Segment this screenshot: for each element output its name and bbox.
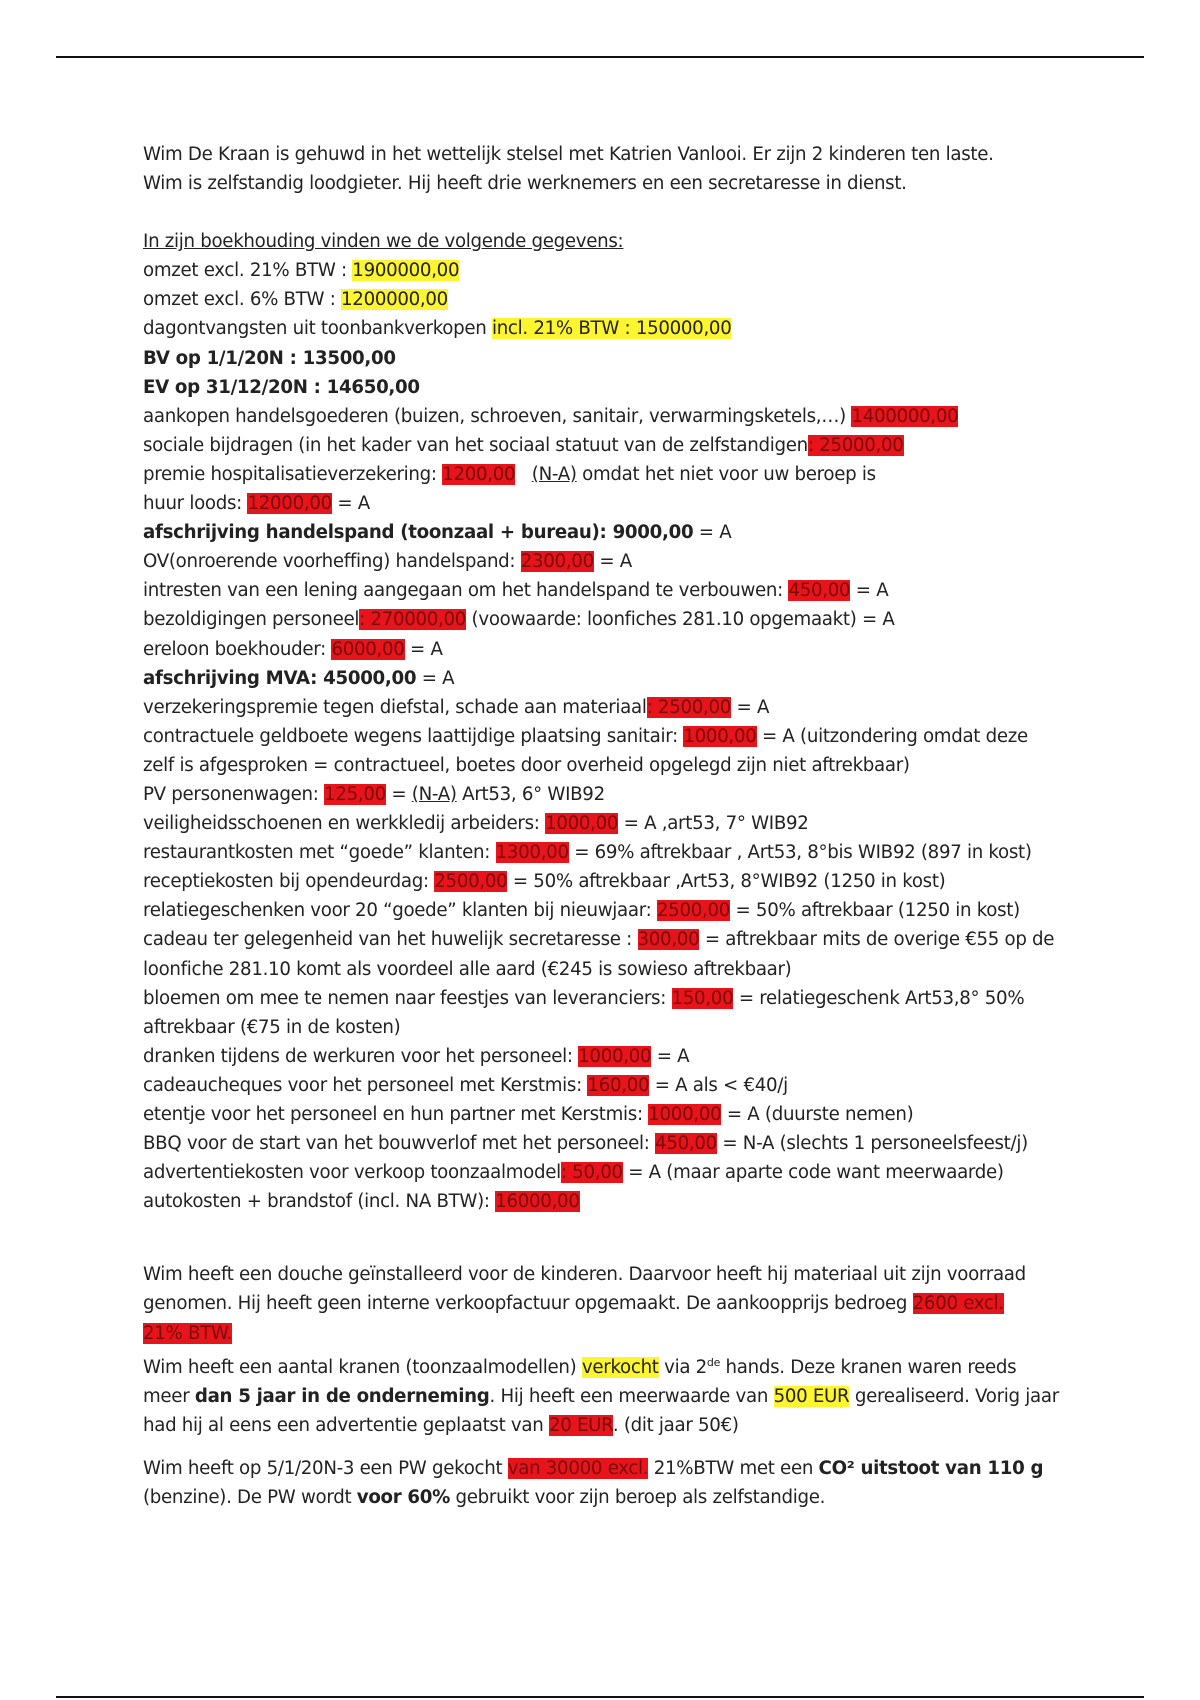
redacted-value: 1400000,00 <box>851 405 959 427</box>
note: = A ,art53, 7° WIB92 <box>618 813 809 835</box>
ledger-heading <box>143 227 1083 256</box>
highlight-value: 1900000,00 <box>352 260 460 282</box>
redacted-value: 2300,00 <box>520 551 594 573</box>
highlight-value: verkocht <box>581 1356 659 1378</box>
row-receptie <box>143 867 1083 896</box>
label: dranken tijdens de werkuren voor het personeel: <box>143 1045 579 1067</box>
intro-line-1: Wim De Kraan is gehuwd in het wettelijk stelsel met Katrien Vanlooi. Er zijn 2 kinderen ten laste. <box>143 144 994 165</box>
text: . (dit jaar 50€) <box>612 1414 739 1436</box>
bold-text: dan 5 jaar in de onderneming <box>194 1385 490 1407</box>
label: aankopen handelsgoederen (buizen, schroeven, sanitair, verwarmingsketels,…) <box>143 405 852 427</box>
label: autokosten + brandstof (incl. NA BTW): <box>143 1191 496 1213</box>
redacted-value: 125,00 <box>324 783 386 805</box>
row-relatiegeschenken <box>143 896 1083 925</box>
ledger-heading-text: In zijn boekhouding vinden we de volgende gegevens: <box>143 231 624 253</box>
row-cadeau <box>143 925 1083 954</box>
label: omzet excl. 6% BTW : <box>143 289 342 311</box>
text: gebruikt voor zijn beroep als zelfstandige. <box>450 1487 826 1509</box>
row-geldboete-cont: zelf is afgesproken = contractueel, boetes door overheid opgelegd zijn niet aftrekbaar) <box>143 754 910 776</box>
row-pv <box>143 780 1083 809</box>
header-rule <box>56 56 1144 58</box>
kranen-line-1 <box>143 1348 1083 1382</box>
douche-line-1: Wim heeft een douche geïnstalleerd voor de kinderen. Daarvoor heeft hij materiaal uit zijn voorraad <box>143 1264 1026 1286</box>
highlight-value: 1200000,00 <box>341 289 448 311</box>
highlight-value: 500 EUR <box>773 1385 850 1407</box>
redacted-value: : 2500,00 <box>646 696 732 718</box>
row-sociale-bijdragen <box>143 431 1083 460</box>
note: = <box>385 783 412 805</box>
redacted-value: 21% BTW. <box>143 1322 233 1344</box>
label: bezoldigingen personeel <box>143 609 360 631</box>
note: = A (duurste nemen) <box>721 1104 914 1125</box>
label: PV personenwagen: <box>143 783 325 805</box>
redacted-value: 450,00 <box>655 1133 717 1155</box>
label: afschrijving MVA: 45000,00 <box>143 667 417 689</box>
douche-line-2 <box>143 1289 1083 1318</box>
bold-text: CO² uitstoot van 110 g <box>818 1458 1044 1479</box>
redacted-value: 2600 excl. <box>912 1293 1004 1315</box>
label: intresten van een lening aangegaan om het handelspand te verbouwen: <box>143 580 789 602</box>
redacted-value: 16000,00 <box>495 1191 580 1213</box>
text: had hij al eens een advertentie geplaatst van <box>143 1414 549 1436</box>
note: = A <box>850 580 889 602</box>
redacted-value: 300,00 <box>637 929 700 951</box>
douche-line-3 <box>143 1319 1083 1348</box>
row-restaurant <box>143 838 1083 867</box>
text: Wim heeft op 5/1/20N-3 een PW gekocht <box>143 1458 508 1479</box>
redacted-value: 2500,00 <box>656 900 731 922</box>
note: = 50% aftrekbaar (1250 in kost) <box>730 900 1020 922</box>
note: = A <box>651 1045 690 1067</box>
redacted-value: 1300,00 <box>495 842 569 864</box>
document-body <box>143 140 1083 1512</box>
redacted-value: 150,00 <box>671 987 734 1009</box>
label: verzekeringspremie tegen diefstal, schade aan materiaal <box>143 696 647 718</box>
note: = A <box>731 696 770 718</box>
row-etentje <box>143 1100 1083 1129</box>
spacer <box>143 1216 1083 1260</box>
row-dagontvangsten <box>143 314 1083 343</box>
row-bloemen <box>143 984 1083 1013</box>
row-bv: BV op 1/1/20N : 13500,00 <box>143 347 396 369</box>
label: OV(onroerende voorheffing) handelspand: <box>143 551 521 573</box>
row-huur <box>143 489 1083 518</box>
row-verzekering <box>143 693 1083 722</box>
text: hands. Deze kranen waren reeds <box>720 1356 1017 1378</box>
label: sociale bijdragen (in het kader van het sociaal statuut van de zelfstandigen <box>143 434 808 456</box>
text: genomen. Hij heeft geen interne verkoopfactuur opgemaakt. De aankoopprijs bedroeg <box>143 1293 913 1315</box>
note: = relatiegeschenk Art53,8° 50% <box>733 987 1025 1009</box>
na-mark: (N-A) <box>531 463 577 485</box>
label: veiligheidsschoenen en werkkledij arbeiders: <box>143 813 546 835</box>
bold-text: voor 60% <box>356 1487 451 1509</box>
label: dagontvangsten uit toonbankverkopen <box>143 318 492 340</box>
note: = A <box>404 638 443 660</box>
row-ov <box>143 547 1083 576</box>
note: = A (uitzondering omdat deze <box>756 725 1028 747</box>
text: via 2 <box>658 1356 707 1378</box>
label: premie hospitalisatieverzekering: <box>143 463 443 485</box>
row-premie <box>143 460 1083 489</box>
label: cadeau ter gelegenheid van het huwelijk secretaresse : <box>143 929 638 951</box>
row-afschrijving-mva <box>143 664 1083 693</box>
row-veiligheid <box>143 809 1083 838</box>
note: = A (maar aparte code want meerwaarde) <box>622 1162 1004 1184</box>
note: Art53, 6° WIB92 <box>456 783 605 805</box>
row-ev: EV op 31/12/20N : 14650,00 <box>143 376 420 398</box>
redacted-value: 1000,00 <box>578 1045 652 1067</box>
row-cadeaucheques <box>143 1071 1083 1100</box>
kranen-line-3 <box>143 1411 1083 1440</box>
label: etentje voor het personeel en hun partner met Kerstmis: <box>143 1104 649 1125</box>
intro-line-2: Wim is zelfstandig loodgieter. Hij heeft drie werknemers en een secretaresse in dienst. <box>143 173 907 195</box>
note: = 50% aftrekbaar ,Art53, 8°WIB92 (1250 in kost) <box>507 871 946 893</box>
redacted-value: 2500,00 <box>434 871 508 893</box>
note: = A <box>416 667 455 689</box>
kranen-line-2 <box>143 1382 1083 1411</box>
text: 21%BTW met een <box>648 1458 819 1479</box>
label: cadeaucheques voor het personeel met Kerstmis: <box>143 1074 588 1096</box>
superscript: de <box>706 1355 721 1369</box>
row-cadeau-cont: loonfiche 281.10 komt als voordeel alle aard (€245 is sowieso aftrekbaar) <box>143 958 792 980</box>
redacted-value: : 270000,00 <box>359 609 467 631</box>
label: afschrijving handelspand (toonzaal + bureau): 9000,00 <box>143 522 694 544</box>
redacted-value: 1200,00 <box>442 463 516 485</box>
note: = A <box>593 551 632 573</box>
redacted-value: 160,00 <box>587 1074 650 1096</box>
pw-line-1 <box>143 1454 1083 1483</box>
label: bloemen om mee te nemen naar feestjes van leveranciers: <box>143 987 672 1009</box>
row-intresten <box>143 576 1083 605</box>
note: = A <box>693 522 732 544</box>
row-ereloon <box>143 635 1083 664</box>
redacted-value: : 50,00 <box>560 1162 623 1184</box>
row-autokosten <box>143 1187 1083 1216</box>
label: restaurantkosten met “goede” klanten: <box>143 842 496 864</box>
row-omzet-6 <box>143 285 1083 314</box>
row-bezoldigingen <box>143 605 1083 634</box>
note: = A <box>331 493 370 515</box>
note: omdat het niet voor uw beroep is <box>576 463 876 485</box>
note: (voowaarde: loonfiches 281.10 opgemaakt) = A <box>466 609 895 631</box>
note: = A als < €40/j <box>649 1074 788 1096</box>
note: = aftrekbaar mits de overige €55 op de <box>699 929 1055 951</box>
redacted-value: 20 EUR <box>548 1414 613 1436</box>
redacted-value: : 25000,00 <box>807 434 904 456</box>
label: relatiegeschenken voor 20 “goede” klanten bij nieuwjaar: <box>143 900 657 922</box>
label: ereloon boekhouder: <box>143 638 332 660</box>
label: huur loods: <box>143 493 248 515</box>
note: = N-A (slechts 1 personeelsfeest/j) <box>716 1133 1028 1155</box>
row-afschrijving-pand <box>143 518 1083 547</box>
redacted-value: 12000,00 <box>247 493 332 515</box>
footer-rule <box>56 1696 1144 1698</box>
row-bbq <box>143 1129 1083 1158</box>
redacted-value: 450,00 <box>788 580 851 602</box>
label: receptiekosten bij opendeurdag: <box>143 871 435 893</box>
pw-line-2 <box>143 1483 1083 1512</box>
redacted-value: 1000,00 <box>683 725 757 747</box>
text: . Hij heeft een meerwaarde van <box>489 1385 774 1407</box>
label: BBQ voor de start van het bouwverlof met het personeel: <box>143 1133 656 1155</box>
text: Wim heeft een aantal kranen (toonzaalmodellen) <box>143 1356 582 1378</box>
row-aankopen <box>143 402 1083 431</box>
note: = 69% aftrekbaar , Art53, 8°bis WIB92 (897 in kost) <box>568 842 1032 864</box>
highlight-value: incl. 21% BTW : 150000,00 <box>491 318 732 340</box>
na-mark: (N-A) <box>411 783 457 805</box>
row-advertentie <box>143 1158 1083 1187</box>
redacted-value: van 30000 excl. <box>507 1458 649 1479</box>
row-omzet-21 <box>143 256 1083 285</box>
row-bloemen-cont: aftrekbaar (€75 in de kosten) <box>143 1016 401 1038</box>
spacer <box>143 198 1083 227</box>
text: gerealiseerd. Vorig jaar <box>849 1385 1059 1407</box>
redacted-value: 6000,00 <box>331 638 405 660</box>
text: meer <box>143 1385 195 1407</box>
row-dranken <box>143 1042 1083 1071</box>
label: contractuele geldboete wegens laattijdige plaatsing sanitair: <box>143 725 684 747</box>
redacted-value: 1000,00 <box>545 813 619 835</box>
row-geldboete <box>143 722 1083 751</box>
redacted-value: 1000,00 <box>648 1104 722 1125</box>
text: (benzine). De PW wordt <box>143 1487 357 1509</box>
label: advertentiekosten voor verkoop toonzaalmodel <box>143 1162 561 1184</box>
label: omzet excl. 21% BTW : <box>143 260 353 282</box>
